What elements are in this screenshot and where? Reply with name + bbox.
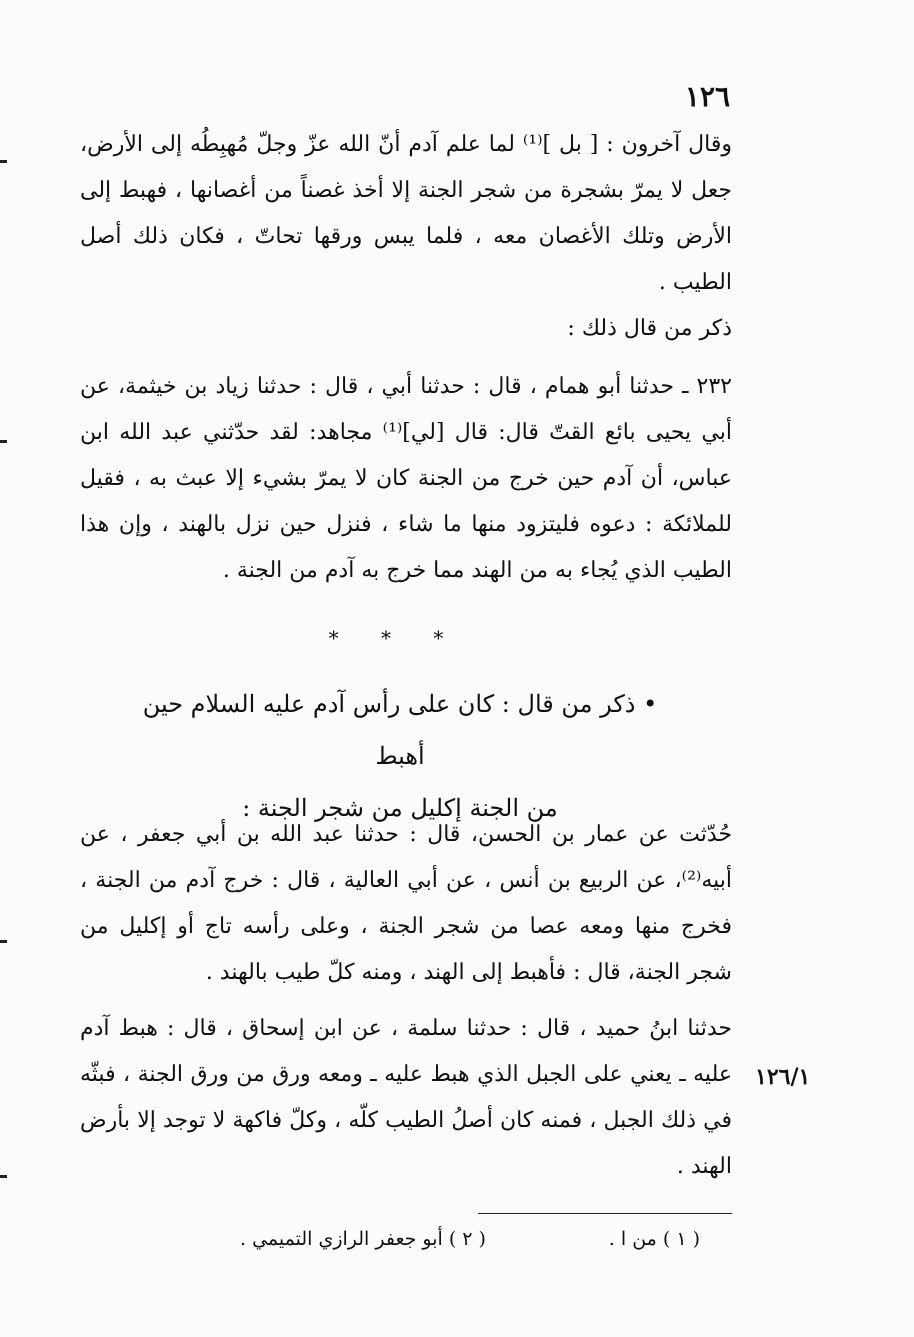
scan-edge-mark: [0, 160, 7, 163]
scan-edge-mark: [0, 1175, 7, 1178]
paragraph-hadith-232: ٢٣٢ ـ حدثنا أبو همام ، قال : حدثنا أبي ، قال : حدثنا زياد بن خيثمة، عن أبي يحيى بائع القتّ قال: قال [لي]⁽¹⁾ مجاهد: لقد حدّثني عبد الله ابن عباس، أن آدم حين خرج من الجنة كان لا يمرّ بشيء إلا عبث به ، فقيل للملائكة : دعوه فليتزود منها ما شاء ، فنزل حين نزل بالهند ، وإن هذا الطيب الذي يُجاء به من الهند مما خرج به آدم من الجنة .: [80, 374, 732, 583]
section-heading-line1: ذكر من قال : كان على رأس آدم عليه السلام حين أهبط: [142, 690, 636, 770]
page-number: ١٢٦: [684, 80, 730, 113]
section-heading-line2: من الجنة إكليل من شجر الجنة :: [242, 794, 558, 822]
scan-edge-mark: [0, 940, 7, 943]
section-separator: * * *: [328, 626, 462, 650]
footnote-divider: [478, 1213, 732, 1214]
section-bullet-icon: •: [643, 690, 658, 718]
footnote-2: ( ٢ ) أبو جعفر الرازي التميمي .: [240, 1228, 486, 1250]
paragraph-ibn-humaid: حدثنا ابنُ حميد ، قال : حدثنا سلمة ، عن ابن إسحاق ، قال : هبط آدم عليه ـ يعني على الجبل الذي هبط عليه ـ ومعه ورق من ورق الجنة ، فبثّه في ذلك الجبل ، فمنه كان أصلُ الطيب كلّه ، وكلّ فاكهة لا توجد إلا بأرض الهند .: [80, 1016, 732, 1179]
paragraph-intro: وقال آخرون : [ بل ]⁽¹⁾ لما علم آدم أنّ الله عزّ وجلّ مُهبِطُه إلى الأرض، جعل لا يمرّ بشجرة من شجر الجنة إلا أخذ غصناً من أغصانها ، فهبط إلى الأرض وتلك الأغصان معه ، فلما يبس ورقها تحاتّ ، فكان ذلك أصل الطيب .: [80, 132, 732, 295]
margin-reference: ١٢٦/١: [755, 1064, 811, 1090]
paragraph-ammar: حُدّثت عن عمار بن الحسن، قال : حدثنا عبد الله بن أبي جعفر ، عن أبيه⁽²⁾، عن الربيع بن أنس ، عن أبي العالية ، قال : خرج آدم من الجنة ، فخرج منها ومعه عصا من شجر الجنة ، وعلى رأسه تاج أو إكليل من شجر الجنة، قال : فأهبط إلى الهند ، ومنه كلّ طيب بالهند .: [80, 822, 732, 985]
section-heading: [120, 678, 680, 834]
footnotes: [240, 1228, 700, 1250]
subheading-dhikr: ذكر من قال ذلك :: [567, 316, 732, 341]
scan-edge-mark: [0, 440, 7, 443]
footnote-1: ( ١ ) من ا .: [608, 1228, 700, 1250]
